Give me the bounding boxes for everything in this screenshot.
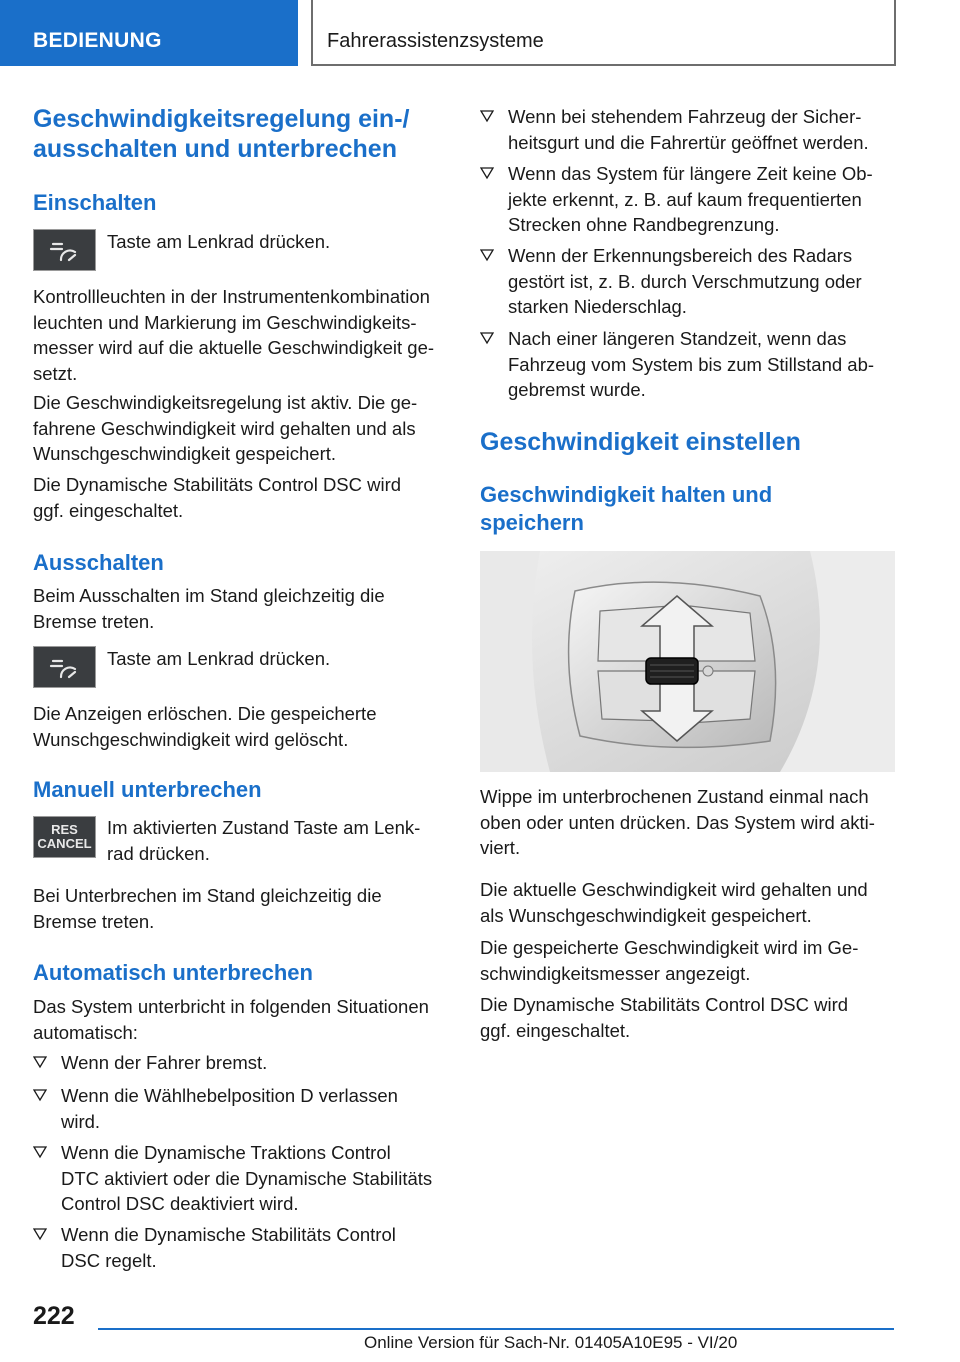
triangle-bullet-icon bbox=[480, 331, 494, 345]
triangle-bullet-icon bbox=[33, 1227, 47, 1241]
halten-paragraph-3: Die gespeicherte Geschwindigkeit wird im Ge- schwindigkeitsmesser angezeigt. bbox=[480, 937, 859, 984]
manuell-paragraph-1: Bei Unterbrechen im Stand gleichzeitig die Bremse treten. bbox=[33, 885, 382, 932]
heading-halten-speichern: Geschwindigkeit halten und speichern bbox=[480, 482, 773, 535]
einschalten-paragraph-3: Die Dynamische Stabilitäts Control DSC wird ggf. eingeschaltet. bbox=[33, 474, 402, 521]
cruise-control-button-icon bbox=[33, 229, 96, 271]
automatisch-paragraph-1: Das System unterbricht in folgenden Situationen automatisch: bbox=[33, 996, 429, 1043]
triangle-bullet-icon bbox=[480, 248, 494, 262]
einschalten-paragraph-1: Kontrollleuchten in der Instrumentenkombination leuchten und Markierung im Geschwindigkeits- messer wird auf die aktuelle Geschwindigkeit ge- setzt. bbox=[33, 286, 435, 384]
heading-einschalten: Einschalten bbox=[33, 190, 157, 215]
halten-paragraph-4: Die Dynamische Stabilitäts Control DSC wird ggf. eingeschaltet. bbox=[480, 994, 849, 1041]
triangle-bullet-icon bbox=[33, 1145, 47, 1159]
ausschalten-paragraph-1: Beim Ausschalten im Stand gleichzeitig die Bremse treten. bbox=[33, 585, 385, 632]
section-title: Geschwindigkeitsregelung ein-/ ausschalten und unterbrechen bbox=[33, 105, 410, 163]
header-section-tab bbox=[0, 0, 298, 66]
footer-divider bbox=[98, 1328, 894, 1330]
heading-manuell: Manuell unterbrechen bbox=[33, 777, 262, 802]
einschalten-icon-text: Taste am Lenkrad drücken. bbox=[107, 231, 331, 252]
footer-version-text: Online Version für Sach-Nr. 01405A10E95 - VI/20 bbox=[364, 1333, 738, 1352]
triangle-bullet-icon bbox=[33, 1088, 47, 1102]
header-chapter-label: Fahrerassistenzsysteme bbox=[327, 30, 544, 52]
cruise-control-button-icon bbox=[33, 646, 96, 688]
steering-wheel-rocker-photo bbox=[480, 551, 895, 772]
triangle-bullet-icon bbox=[33, 1055, 47, 1069]
manuell-icon-text: Im aktivierten Zustand Taste am Lenk- rad drücken. bbox=[107, 817, 421, 864]
einschalten-paragraph-2: Die Geschwindigkeitsregelung ist aktiv. Die ge- fahrene Geschwindigkeit wird gehalten und als Wunschgeschwindigkeit gespeichert. bbox=[33, 392, 418, 464]
halten-paragraph-2: Die aktuelle Geschwindigkeit wird gehalten und als Wunschgeschwindigkeit gespeichert. bbox=[480, 879, 868, 926]
halten-paragraph-1: Wippe im unterbrochenen Zustand einmal nach oben oder unten drücken. Das System wird akti- viert. bbox=[480, 786, 875, 858]
triangle-bullet-icon bbox=[480, 166, 494, 180]
header-chapter-tab bbox=[311, 0, 896, 66]
heading-automatisch: Automatisch unterbrechen bbox=[33, 960, 313, 985]
heading-geschwindigkeit-einstellen: Geschwindigkeit einstellen bbox=[480, 428, 801, 456]
ausschalten-icon-text: Taste am Lenkrad drücken. bbox=[107, 648, 331, 669]
heading-ausschalten: Ausschalten bbox=[33, 550, 164, 575]
res-cancel-button-icon: RES CANCEL bbox=[33, 816, 96, 858]
header-section-label: BEDIENUNG bbox=[33, 29, 162, 52]
ausschalten-paragraph-2: Die Anzeigen erlöschen. Die gespeicherte Wunschgeschwindigkeit wird gelöscht. bbox=[33, 703, 377, 750]
page-number: 222 bbox=[33, 1302, 75, 1330]
triangle-bullet-icon bbox=[480, 109, 494, 123]
